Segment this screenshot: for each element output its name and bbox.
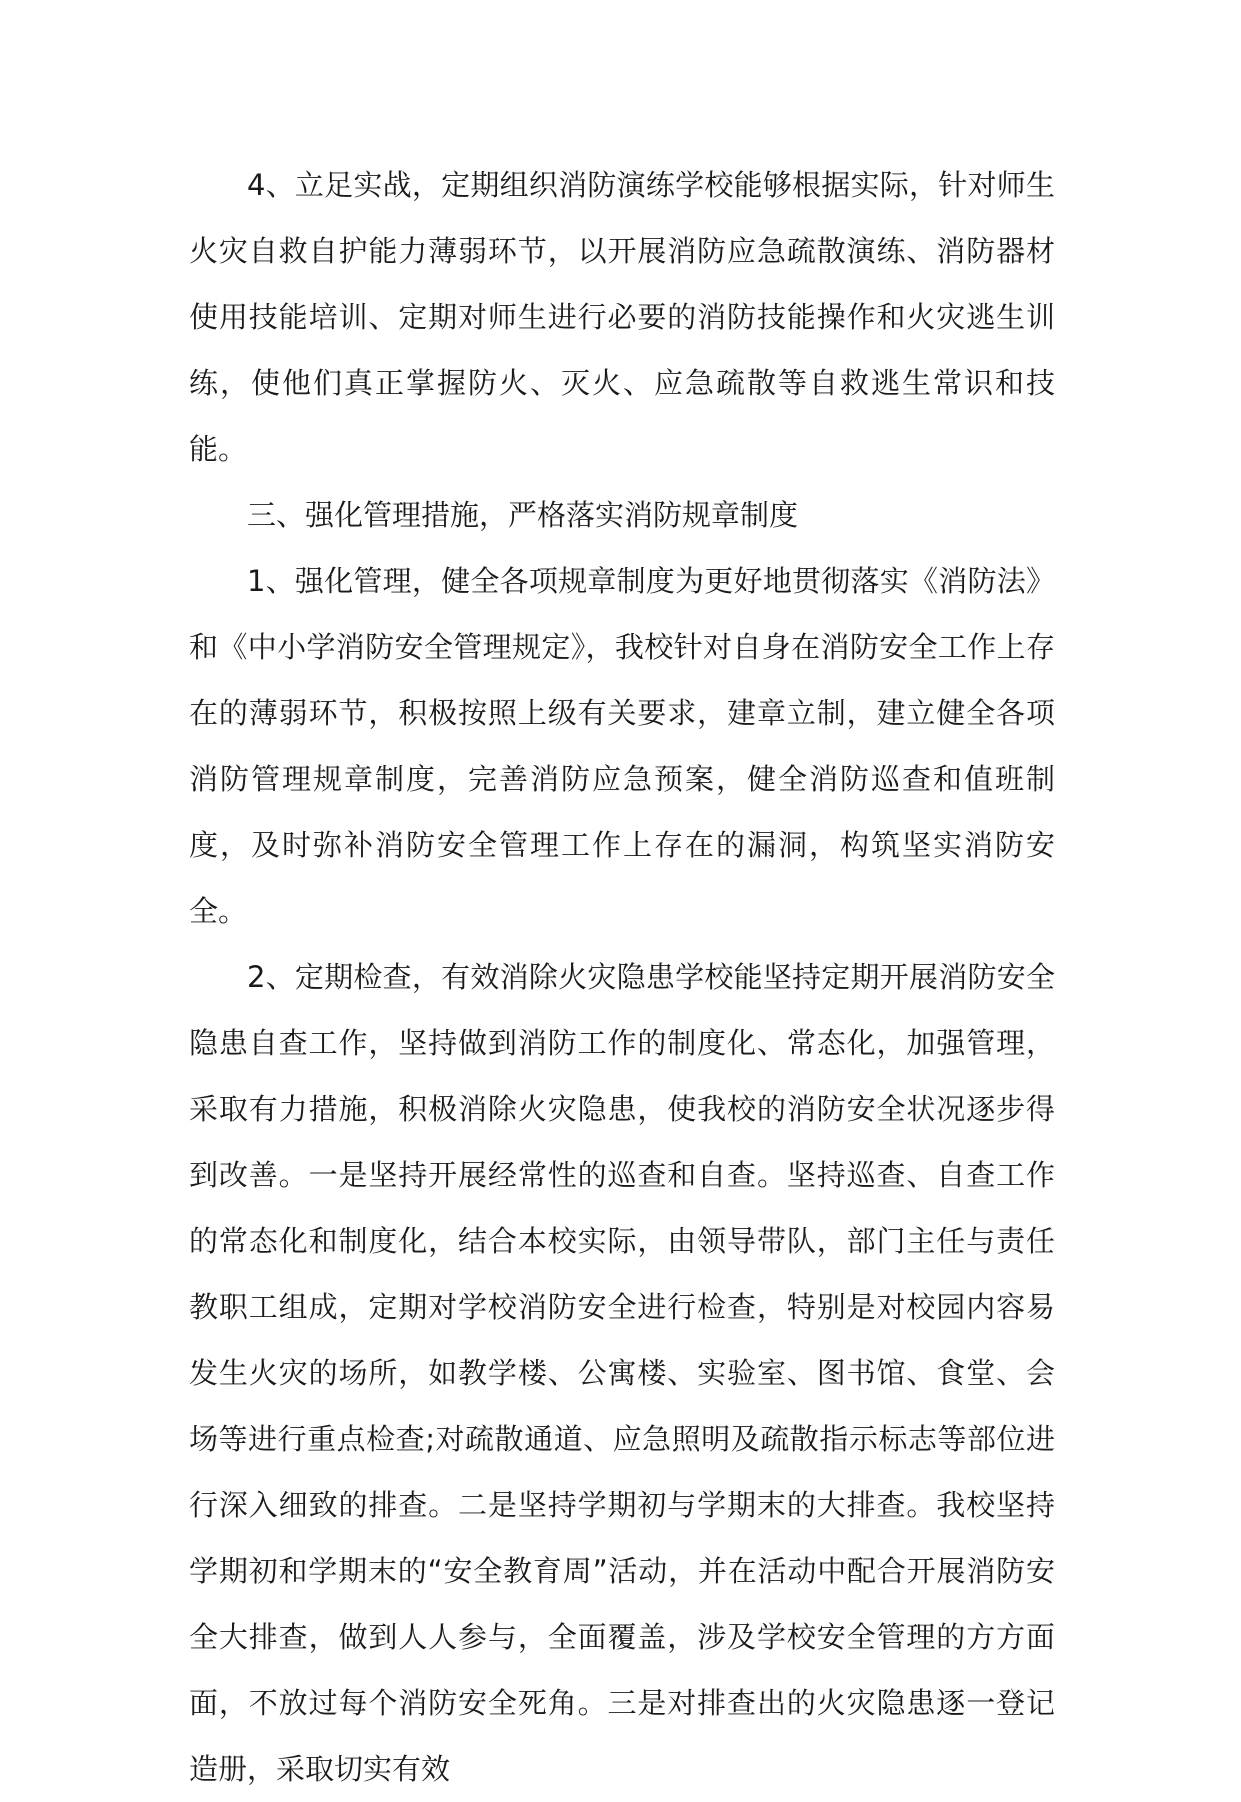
section-heading-management: 三、强化管理措施，严格落实消防规章制度 <box>247 498 799 532</box>
paragraph-inspection: 2、定期检查，有效消除火灾隐患学校能坚持定期开展消防安全隐患自查工作，坚持做到消防工作的制度化、常态化，加强管理，采取有力措施，积极消除火灾隐患，使我校的消防安全状况逐步得到改善。一是坚持开展经常性的巡查和自查。坚持巡查、自查工作的常态化和制度化，结合本校实际，由领导带队，部门主任与责任教职工组成，定期对学校消防安全进行检查，特别是对校园内容易发生火灾的场所，如教学楼、公寓楼、实验室、图书馆、食堂、会场等进行重点检查;对疏散通道、应急照明及疏散指示标志等部位进行深入细致的排查。二是坚持学期初与学期末的大排查。我校坚持学期初和学期末的“安全教育周”活动，并在活动中配合开展消防安全大排查，做到人人参与，全面覆盖，涉及学校安全管理的方方面面，不放过每个消防安全死角。三是对排查出的火灾隐患逐一登记造册，采取切实有效 <box>189 960 1055 1786</box>
paragraph-fire-drill: 4、立足实战，定期组织消防演练学校能够根据实际，针对师生火灾自救自护能力薄弱环节，以开展消防应急疏散演练、消防器材使用技能培训、定期对师生进行必要的消防技能操作和火灾逃生训练，使他们真正掌握防火、灭火、应急疏散等自救逃生常识和技能。 <box>189 168 1055 466</box>
document-body <box>189 152 1055 1802</box>
paragraph-regulations: 1、强化管理，健全各项规章制度为更好地贯彻落实《消防法》和《中小学消防安全管理规定》，我校针对自身在消防安全工作上存在的薄弱环节，积极按照上级有关要求，建章立制，建立健全各项消防管理规章制度，完善消防应急预案，健全消防巡查和值班制度，及时弥补消防安全管理工作上存在的漏洞，构筑坚实消防安全。 <box>189 564 1055 928</box>
